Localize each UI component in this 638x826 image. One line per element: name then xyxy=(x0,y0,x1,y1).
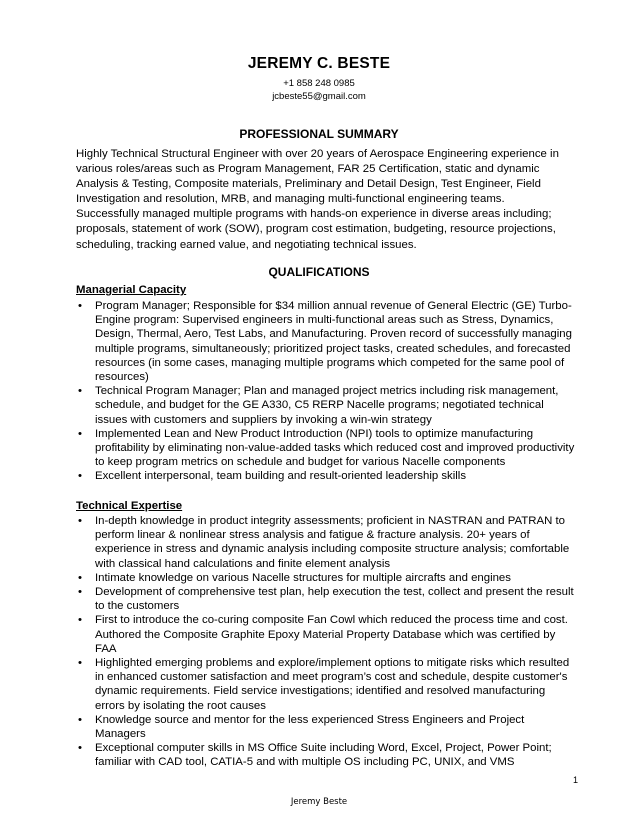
bullet-icon: • xyxy=(78,586,82,599)
list-item xyxy=(76,656,576,713)
bullet-icon: • xyxy=(78,470,82,483)
list-item xyxy=(76,585,576,613)
list-item-text: Implemented Lean and New Product Introduction (NPI) tools to optimize manufacturing profitability by eliminating non-value-added tasks which reduced cost and improved productivity to keep program metrics on schedule and budget for various Nacelle components xyxy=(95,427,575,469)
managerial-capacity-list xyxy=(76,299,576,484)
summary-heading: PROFESSIONAL SUMMARY xyxy=(239,127,399,141)
summary-text: Highly Technical Structural Engineer with over 20 years of Aerospace Engineering experience in various roles/areas such as Program Management, FAR 25 Certification, static and dynamic Analysis & Testing, Composite materials, Preliminary and Detail Design, Test Engineer, Field Investigation and resolution, MRB, and managing multi-functional engineering teams. Successfully managed multiple programs with hands-on experience in diverse areas including; proposals, statement of work (SOW), program cost estimation, budgeting, resource projections, scheduling, tracking earned value, and negotiating technical issues. xyxy=(76,148,559,251)
bullet-icon: • xyxy=(78,742,82,755)
bullet-icon: • xyxy=(78,571,82,584)
list-item-text: Knowledge source and mentor for the less experienced Stress Engineers and Project Managers xyxy=(95,713,525,741)
candidate-name: JEREMY C. BESTE xyxy=(247,55,391,72)
bullet-icon: • xyxy=(78,657,82,670)
list-item-text: Technical Program Manager; Plan and managed project metrics including risk management, schedule, and budget for the GE A330, C5 RERP Nacelle programs; negotiated technical issues with customers and suppliers by invoking a win-win strategy xyxy=(95,385,559,426)
list-item xyxy=(76,741,576,769)
managerial-capacity-heading: Managerial Capacity xyxy=(76,284,187,296)
list-item-text: First to introduce the co-curing composite Fan Cowl which reduced the process time and cost. Authored the Composite Graphite Epoxy Material Property Database which was certified by FAA xyxy=(95,614,568,655)
list-item-text: In-depth knowledge in product integrity assessments; proficient in NASTRAN and PATRAN to perform linear & nonlinear stress analysis and fatigue & fracture analysis. 20+ years of experience in stress and dynamic analysis including composite structure analysis; comfortable with classical hand calculations and finite element analysis xyxy=(95,515,570,570)
bullet-icon: • xyxy=(78,614,82,627)
bullet-icon: • xyxy=(78,300,82,312)
bullet-icon: • xyxy=(78,515,82,527)
list-item-text: Highlighted emerging problems and explore/implement options to mitigate risks which resulted in enhanced customer satisfaction and meet program’s cost and schedule, despite customer's dynamic requirements. Field service investigations; identified and resolved manufacturing errors by isolating the root causes xyxy=(95,657,570,712)
list-item xyxy=(76,613,576,656)
list-item xyxy=(76,514,576,571)
footer-author: Jeremy Beste xyxy=(290,797,348,807)
page-number: 1 xyxy=(572,775,578,785)
list-item-text: Program Manager; Responsible for $34 million annual revenue of General Electric (GE) Turbo-Engine program: Supervised engineers in multi-functional areas such as Stress, Dynamics, Design, Thermal, Aero, Test Labs, and Manufacturing. Proven record of successfully managing multiple programs, simultaneously; prioritized project tasks, created schedules, and forecasted resources (in some cases, managing multiple programs which competed for the same pool of resources) xyxy=(95,300,572,384)
email-address: jcbeste55@gmail.com xyxy=(272,91,366,102)
list-item-text: Excellent interpersonal, team building and result-oriented leadership skills xyxy=(95,470,467,483)
list-item-text: Intimate knowledge on various Nacelle structures for multiple aircrafts and engines xyxy=(95,571,511,584)
bullet-icon: • xyxy=(78,385,82,398)
list-item-text: Exceptional computer skills in MS Office Suite including Word, Excel, Project, Power Point; familiar with CAD tool, CATIA-5 and with multiple OS including PC, UNIX, and VMS xyxy=(95,742,552,769)
technical-expertise-list xyxy=(76,514,576,770)
list-item-text: Development of comprehensive test plan, help execution the test, collect and present the result to the customers xyxy=(95,586,574,613)
technical-expertise-heading: Technical Expertise xyxy=(76,500,183,512)
list-item xyxy=(76,469,576,483)
list-item xyxy=(76,713,576,741)
list-item xyxy=(76,571,576,585)
bullet-icon: • xyxy=(78,713,82,726)
list-item xyxy=(76,427,576,470)
bullet-icon: • xyxy=(78,427,82,440)
qualifications-heading: QUALIFICATIONS xyxy=(268,265,370,279)
list-item xyxy=(76,299,576,384)
list-item xyxy=(76,384,576,427)
phone-number: +1 858 248 0985 xyxy=(283,78,355,89)
